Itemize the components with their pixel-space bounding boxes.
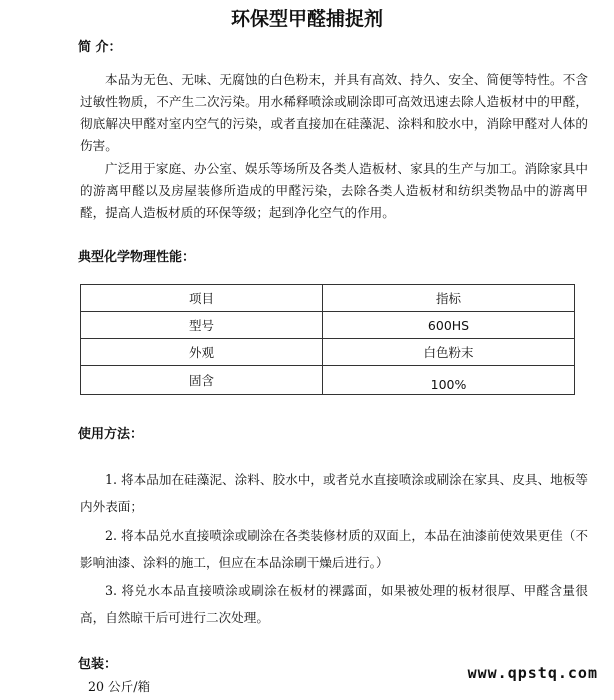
intro-paragraph-2: 广泛用于家庭、办公室、娱乐等场所及各类人造板材、家具的生产与加工。消除家具中的游离甲醛以及房屋装修所造成的甲醛污染，去除各类人造板材和纺织类物品中的游离甲醛，提高人造板材质的环保等级；起到净化空气的作用。 [80, 161, 588, 220]
usage-step-3: 3. 将兑水本品直接喷涂或刷涂在板材的裸露面，如果被处理的板材很厚、甲醛含量很高，自然晾干后可进行二次处理。 [80, 583, 588, 625]
table-cell: 白色粉末 [323, 339, 575, 366]
table-header-cell: 指标 [323, 285, 575, 312]
table-cell: 100% [323, 366, 575, 395]
table-cell: 固含 [81, 366, 323, 395]
intro-heading: 简 介： [78, 40, 122, 55]
packaging-value: 20 公斤/箱 [88, 679, 151, 694]
usage-step-2: 2. 将本品兑水直接喷涂或刷涂在各类装修材质的双面上，本品在油漆前使效果更佳（不影响油漆、涂料的施工，但应在本品涂刷干燥后进行。） [80, 528, 588, 570]
table-header-row [81, 285, 575, 312]
table-row [81, 339, 575, 366]
table-cell: 600HS [323, 312, 575, 339]
properties-table [80, 284, 575, 395]
site-watermark: www.qpstq.com [467, 664, 598, 682]
usage-step-1: 1. 将本品加在硅藻泥、涂料、胶水中，或者兑水直接喷涂或刷涂在家具、皮具、地板等内外表面； [80, 472, 588, 514]
intro-paragraph-1: 本品为无色、无味、无腐蚀的白色粉末，并具有高效、持久、安全、简便等特性。不含过敏性物质，不产生二次污染。用水稀释喷涂或刷涂即可高效迅速去除人造板材中的甲醛，彻底解决甲醛对室内空气的污染，或者直接加在硅藻泥、涂料和胶水中，消除甲醛对人体的伤害。 [80, 72, 588, 153]
table-header-cell: 项目 [81, 285, 323, 312]
table-row [81, 366, 575, 395]
usage-heading: 使用方法： [78, 427, 144, 442]
table-cell: 外观 [81, 339, 323, 366]
packaging-heading: 包装： [78, 657, 118, 672]
properties-heading: 典型化学物理性能： [78, 250, 196, 265]
document-title: 环保型甲醛捕捉剂 [230, 8, 383, 30]
table-cell: 型号 [81, 312, 323, 339]
table-row [81, 312, 575, 339]
